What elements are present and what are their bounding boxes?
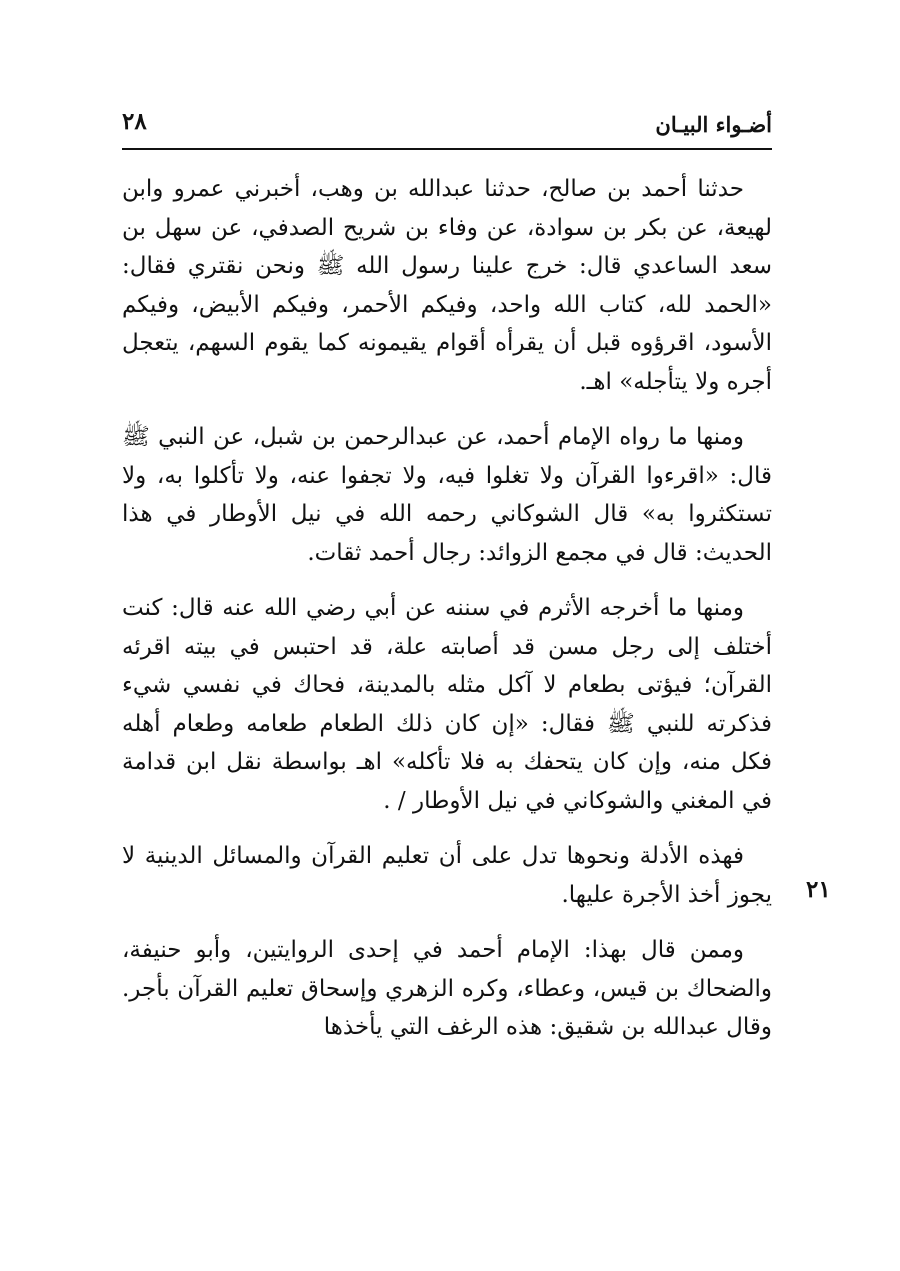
- page-header: [122, 102, 772, 150]
- paragraph-ahmad-narration: ومنها ما رواه الإمام أحمد، عن عبدالرحمن بن شبل، عن النبي ﷺ قال: «اقرءوا القرآن ولا تغلوا فيه، ولا تجفوا عنه، ولا تأكلوا به، ولا تستكثروا به» قال الشوكاني رحمه الله في نيل الأوطار في هذا الحديث: قال في مجمع الزوائد: رجال أحمد ثقات.: [122, 424, 772, 566]
- page-number: ٢٨: [122, 108, 147, 135]
- paragraph-conclusion: فهذه الأدلة ونحوها تدل على أن تعليم القرآن والمسائل الدينية لا يجوز أخذ الأجرة عليها.: [122, 843, 772, 908]
- body-text: [122, 170, 772, 1047]
- paragraph-athram-narration: ومنها ما أخرجه الأثرم في سننه عن أبي رضي الله عنه قال: كنت أختلف إلى رجل مسن قد أصابته علة، قد احتبس في بيته اقرئه القرآن؛ فيؤتى بطعام لا آكل مثله بالمدينة، فحاك في نفسي شيء فذكرته للنبي ﷺ فقال: «إن كان ذلك الطعام طعامه وطعام أهله فكل منه، وإن كان يتحفك به فلا تأكله» اهـ بواسطة نقل ابن قدامة في المغني والشوكاني في نيل الأوطار / .: [122, 595, 772, 814]
- paragraph-scholars: وممن قال بهذا: الإمام أحمد في إحدى الروايتين، وأبو حنيفة، والضحاك بن قيس، وعطاء، وكره الزهري وإسحاق تعليم القرآن بأجر. وقال عبدالله بن شقيق: هذه الرغف التي يأخذها: [122, 937, 772, 1040]
- margin-volume-marker: ٢١: [806, 876, 831, 903]
- running-title: أضـواء البيـان: [655, 112, 772, 137]
- paragraph-isnad-hadith: حدثنا أحمد بن صالح، حدثنا عبدالله بن وهب، أخبرني عمرو وابن لهيعة، عن بكر بن سوادة، عن وفاء بن شريح الصدفي، عن سهل بن سعد الساعدي قال: خرج علينا رسول الله ﷺ ونحن نقتري فقال: «الحمد لله، كتاب الله واحد، وفيكم الأحمر، وفيكم الأبيض، وفيكم الأسود، اقرؤوه قبل أن يقرأه أقوام يقيمونه كما يقوم السهم، يتعجل أجره ولا يتأجله» اهـ.: [122, 176, 772, 395]
